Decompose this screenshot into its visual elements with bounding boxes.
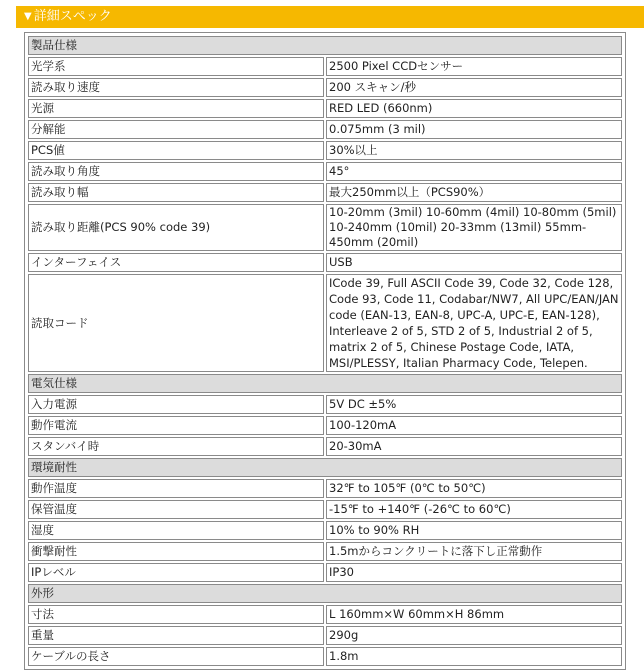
spec-label: 光学系 <box>28 57 324 76</box>
spec-value: -15℉ to +140℉ (-26℃ to 60℃) <box>326 500 622 519</box>
spec-value: 290g <box>326 626 622 645</box>
spec-row <box>28 647 622 666</box>
spec-header-title: 詳細スペック <box>33 9 112 24</box>
spec-value: 5V DC ±5% <box>326 395 622 414</box>
spec-value: 1.5mからコンクリートに落下し正常動作 <box>326 542 622 561</box>
spec-table-frame <box>24 32 626 670</box>
spec-value: USB <box>326 253 622 272</box>
spec-row <box>28 78 622 97</box>
section-row <box>28 458 622 477</box>
spec-label: 読み取り距離(PCS 90% code 39) <box>28 204 324 251</box>
section-row <box>28 374 622 393</box>
spec-label: 動作温度 <box>28 479 324 498</box>
spec-label: ケーブルの長さ <box>28 647 324 666</box>
spec-value: 1.8m <box>326 647 622 666</box>
section-title: 製品仕様 <box>28 36 622 55</box>
spec-label: 読み取り幅 <box>28 183 324 202</box>
spec-row <box>28 395 622 414</box>
spec-row <box>28 274 622 372</box>
spec-value: 20-30mA <box>326 437 622 456</box>
spec-value: 45° <box>326 162 622 181</box>
spec-row <box>28 99 622 118</box>
spec-row <box>28 162 622 181</box>
spec-value: 32℉ to 105℉ (0℃ to 50℃) <box>326 479 622 498</box>
spec-row <box>28 500 622 519</box>
spec-label: 光源 <box>28 99 324 118</box>
spec-row <box>28 253 622 272</box>
spec-label: PCS値 <box>28 141 324 160</box>
spec-row <box>28 542 622 561</box>
section-row <box>28 36 622 55</box>
spec-row <box>28 563 622 582</box>
spec-label: 入力電源 <box>28 395 324 414</box>
spec-label: 衝撃耐性 <box>28 542 324 561</box>
spec-row <box>28 626 622 645</box>
spec-row <box>28 204 622 251</box>
spec-row <box>28 57 622 76</box>
spec-value: L 160mm×W 60mm×H 86mm <box>326 605 622 624</box>
spec-value: 2500 Pixel CCDセンサー <box>326 57 622 76</box>
spec-label: 読取コード <box>28 274 324 372</box>
spec-label: インターフェイス <box>28 253 324 272</box>
spec-label: スタンバイ時 <box>28 437 324 456</box>
spec-label: 分解能 <box>28 120 324 139</box>
spec-row <box>28 141 622 160</box>
spec-table <box>26 34 624 668</box>
section-title: 外形 <box>28 584 622 603</box>
section-row <box>28 584 622 603</box>
spec-label: 読み取り速度 <box>28 78 324 97</box>
section-title: 環境耐性 <box>28 458 622 477</box>
spec-header-bar[interactable] <box>16 6 644 28</box>
spec-label: 重量 <box>28 626 324 645</box>
spec-label: 読み取り角度 <box>28 162 324 181</box>
spec-row <box>28 183 622 202</box>
spec-value: 30%以上 <box>326 141 622 160</box>
spec-label: 保管温度 <box>28 500 324 519</box>
spec-value: IP30 <box>326 563 622 582</box>
spec-row <box>28 437 622 456</box>
spec-label: 寸法 <box>28 605 324 624</box>
spec-row <box>28 416 622 435</box>
section-title: 電気仕様 <box>28 374 622 393</box>
spec-label: 湿度 <box>28 521 324 540</box>
spec-row <box>28 120 622 139</box>
triangle-down-icon: ▼ <box>24 11 32 22</box>
spec-value: 100-120mA <box>326 416 622 435</box>
spec-value: ICode 39, Full ASCII Code 39, Code 32, Code 128, Code 93, Code 11, Codabar/NW7, All UPC/EAN/JAN code (EAN-13, EAN-8, UPC-A, UPC-E, EAN-128), Interleave 2 of 5, STD 2 of 5, Industrial 2 of 5, matrix 2 of 5, Chinese Postage Code, IATA, MSI/PLESSY, Italian Pharmacy Code, Telepen. <box>326 274 622 372</box>
spec-row <box>28 605 622 624</box>
spec-value: 10% to 90% RH <box>326 521 622 540</box>
spec-value: 200 スキャン/秒 <box>326 78 622 97</box>
spec-row <box>28 479 622 498</box>
spec-row <box>28 521 622 540</box>
spec-value: 0.075mm (3 mil) <box>326 120 622 139</box>
spec-value: 最大250mm以上（PCS90%） <box>326 183 622 202</box>
spec-value: 10-20mm (3mil) 10-60mm (4mil) 10-80mm (5mil) 10-240mm (10mil) 20-33mm (13mil) 55mm-450mm (20mil) <box>326 204 622 251</box>
spec-label: 動作電流 <box>28 416 324 435</box>
spec-label: IPレベル <box>28 563 324 582</box>
spec-value: RED LED (660nm) <box>326 99 622 118</box>
